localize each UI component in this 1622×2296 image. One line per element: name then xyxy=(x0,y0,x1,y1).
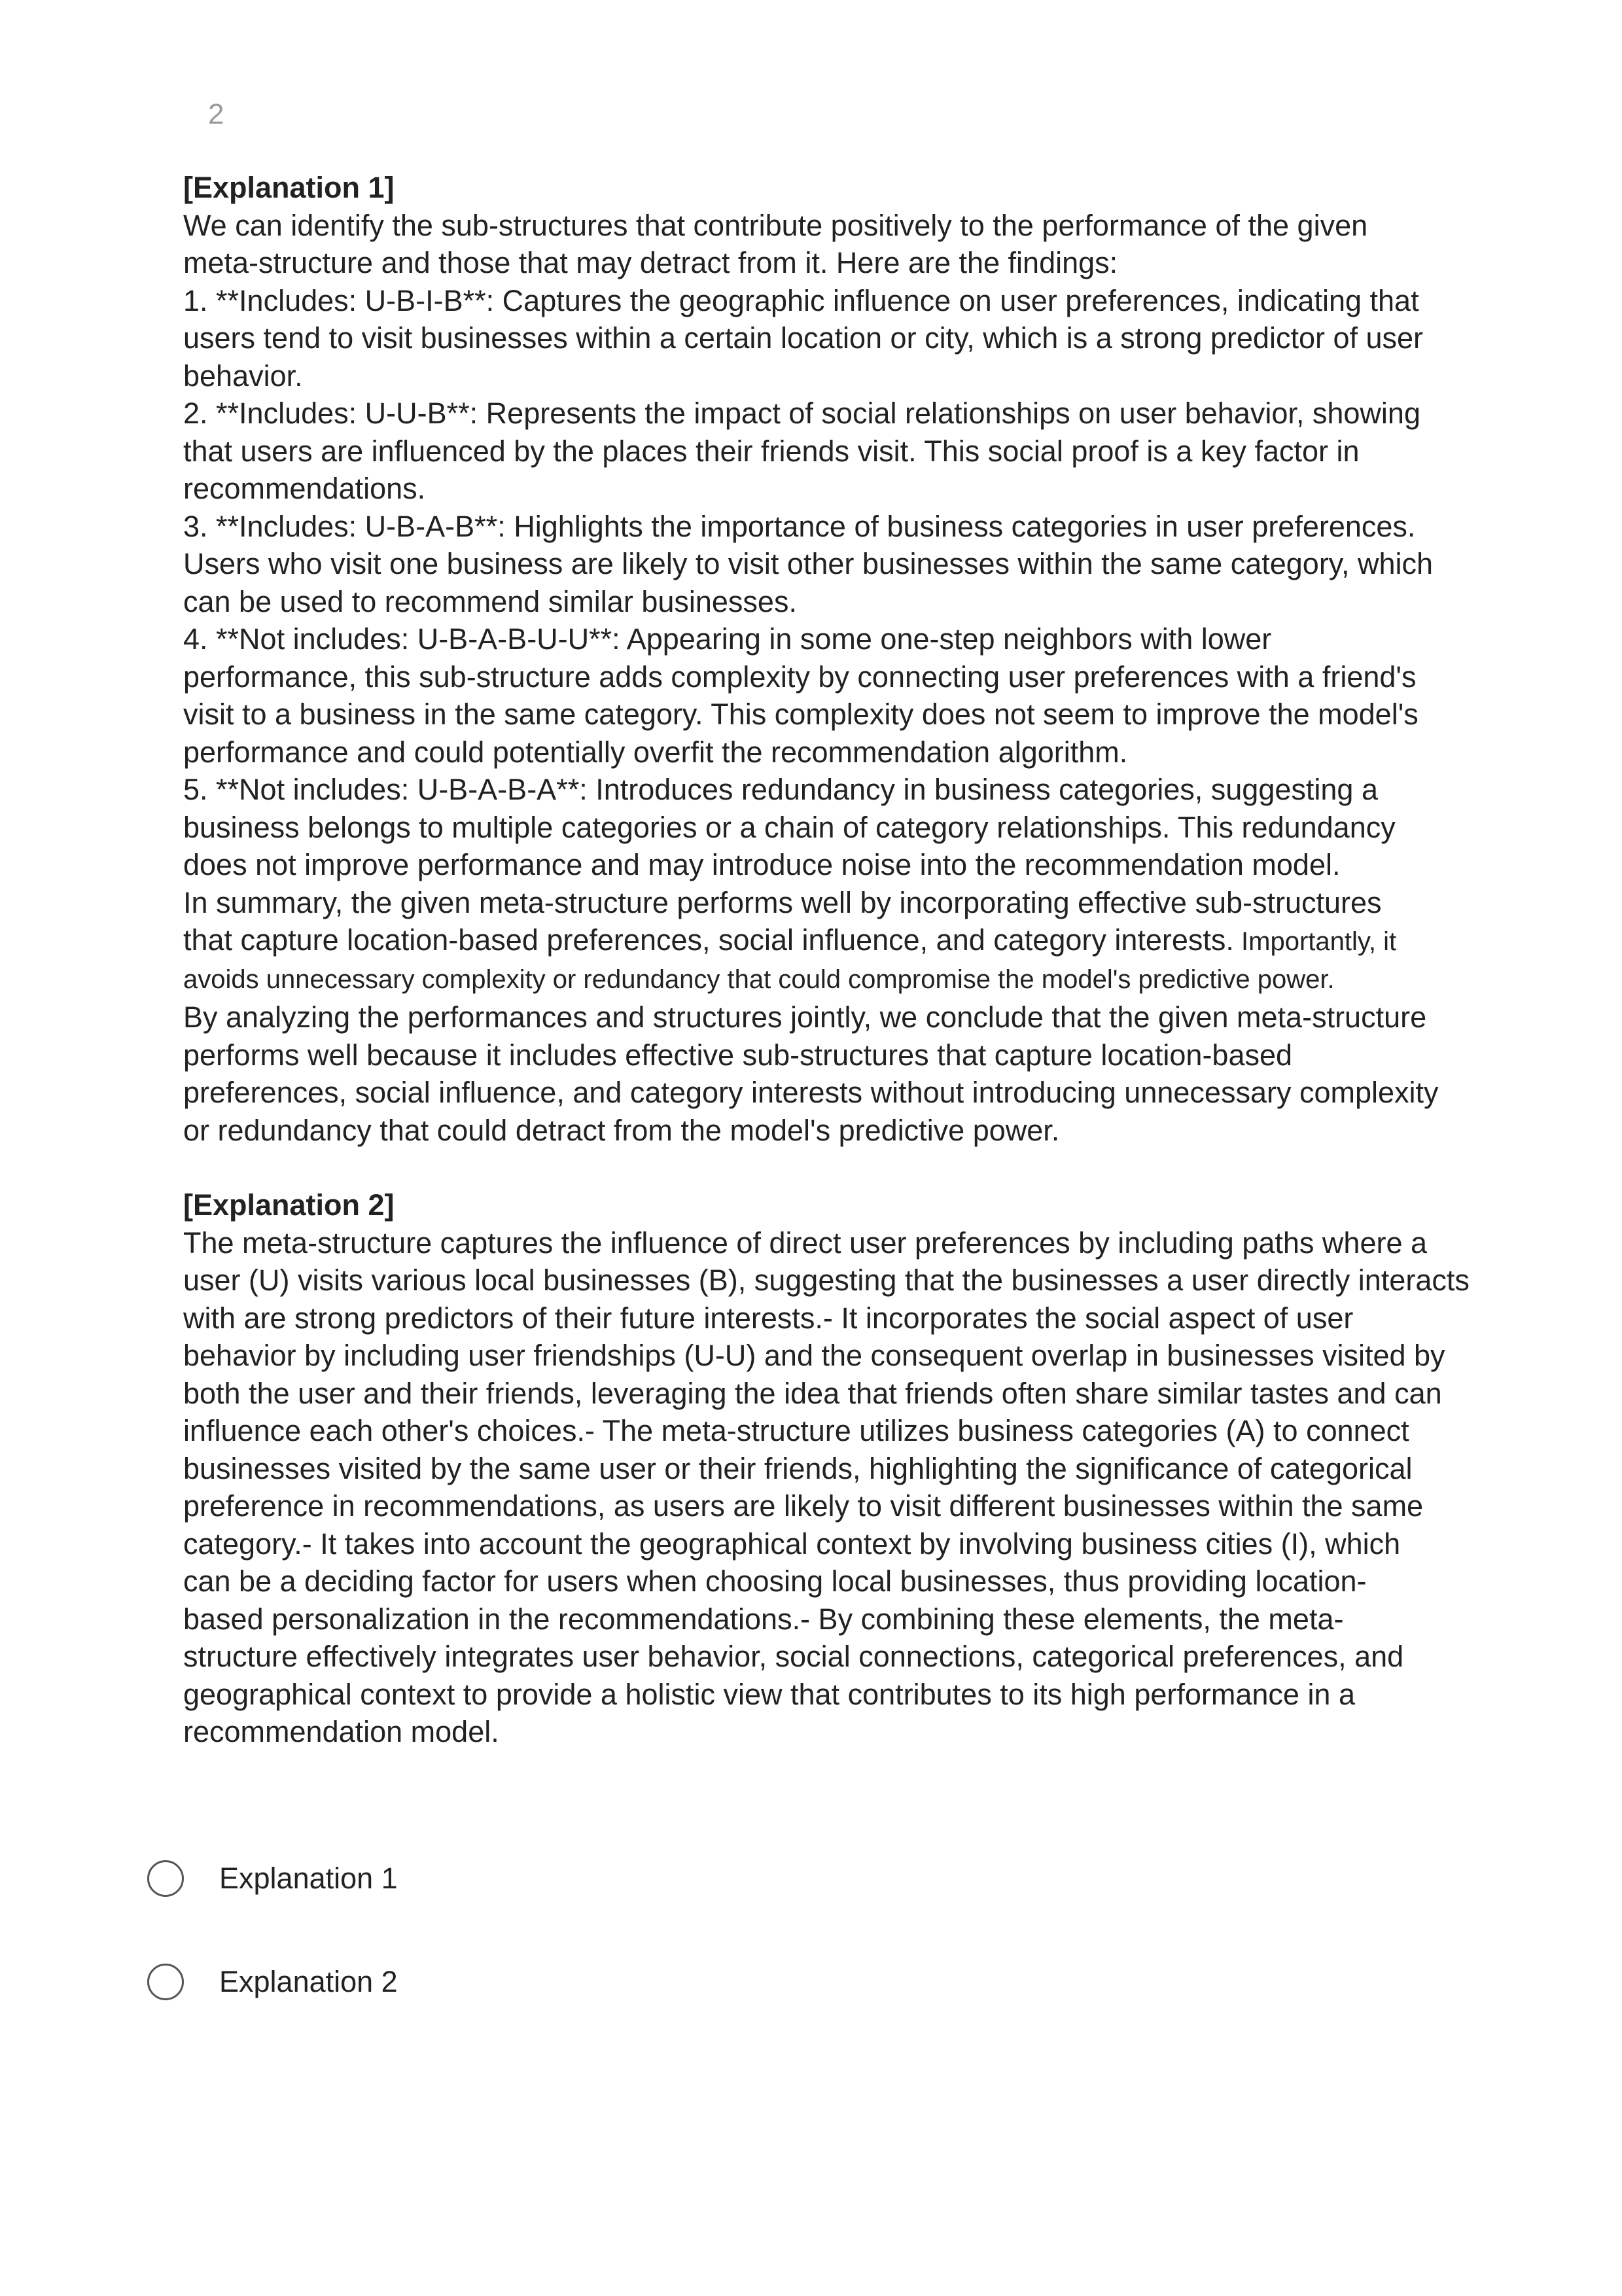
text-line-content: The meta-structure captures the influence of direct user preferences by including paths where a xyxy=(183,1226,1428,1260)
text-line xyxy=(183,998,1456,1036)
text-line xyxy=(183,809,1456,847)
text-line-content: By analyzing the performances and structures jointly, we conclude that the given meta-structure xyxy=(183,1000,1427,1034)
text-line xyxy=(183,1262,1470,1299)
page-number: 2 xyxy=(208,98,224,130)
text-line-content: user (U) visits various local businesses (B), suggesting that the businesses a user directly interacts xyxy=(183,1263,1470,1297)
text-line-content: We can identify the sub-structures that contribute positively to the performance of the given xyxy=(183,208,1368,242)
text-line-content: performance, this sub-structure adds complexity by connecting user preferences with a friend's xyxy=(183,660,1417,694)
text-line-content: geographical context to provide a holistic view that contributes to its high performance in a xyxy=(183,1677,1355,1711)
text-line-content: or redundancy that could detract from the model's predictive power. xyxy=(183,1113,1060,1147)
text-line-content: can be used to recommend similar businesses. xyxy=(183,584,797,618)
text-line-content: visit to a business in the same category. This complexity does not seem to improve the model's xyxy=(183,698,1419,731)
text-line xyxy=(183,1638,1456,1676)
text-line xyxy=(183,921,1456,961)
text-line-content: influence each other's choices.- The meta-structure utilizes business categories (A) to connect xyxy=(183,1414,1409,1447)
text-line xyxy=(183,1600,1456,1638)
text-line xyxy=(183,771,1456,809)
text-line-content: 4. **Not includes: U-B-A-B-U-U**: Appearing in some one-step neighbors with lower xyxy=(183,622,1272,656)
text-line xyxy=(183,620,1456,658)
text-line xyxy=(183,1487,1456,1525)
text-line-content: Users who visit one business are likely to visit other businesses within the same category, which xyxy=(183,547,1434,580)
text-line-content: 3. **Includes: U-B-A-B**: Highlights the importance of business categories in user preferences. xyxy=(183,509,1416,543)
text-line xyxy=(183,733,1456,771)
text-line xyxy=(183,1713,1456,1751)
text-line-content: structure effectively integrates user behavior, social connections, categorical preferences, and xyxy=(183,1640,1404,1673)
text-line-content: businesses visited by the same user or their friends, highlighting the significance of categorical xyxy=(183,1451,1413,1485)
explanation-1-heading: [Explanation 1] xyxy=(183,171,395,204)
text-line-content: can be a deciding factor for users when choosing local businesses, thus providing location- xyxy=(183,1564,1367,1598)
text-line-content: recommendations. xyxy=(183,472,426,505)
text-line xyxy=(183,1337,1456,1375)
option-explanation-1[interactable] xyxy=(147,1858,398,1899)
option-label: Explanation 2 xyxy=(219,1965,398,1998)
text-line-tail: Importantly, it xyxy=(1233,927,1397,956)
text-line-content: In summary, the given meta-structure performs well by incorporating effective sub-structures xyxy=(183,885,1382,919)
text-line xyxy=(183,1450,1456,1488)
text-line-content: does not improve performance and may introduce noise into the recommendation model. xyxy=(183,848,1341,881)
explanation-2-text xyxy=(183,1224,1470,1751)
explanation-1-block xyxy=(183,169,1456,1149)
text-line-content: preference in recommendations, as users are likely to visit different businesses within the same xyxy=(183,1489,1424,1523)
text-line xyxy=(183,1412,1456,1450)
text-line-content: based personalization in the recommendations.- By combining these elements, the meta- xyxy=(183,1602,1344,1636)
text-line-content: that capture location-based preferences, social influence, and category interests. xyxy=(183,923,1234,957)
text-line xyxy=(183,508,1456,546)
text-line xyxy=(183,1224,1456,1262)
text-line-content: recommendation model. xyxy=(183,1715,499,1748)
explanation-2-block xyxy=(183,1186,1470,1751)
text-line-content: 5. **Not includes: U-B-A-B-A**: Introduces redundancy in business categories, suggesting a xyxy=(183,773,1378,806)
option-label: Explanation 1 xyxy=(219,1862,398,1895)
text-line xyxy=(183,884,1456,922)
text-line xyxy=(183,961,1456,999)
text-line-content: meta-structure and those that may detract from it. Here are the findings: xyxy=(183,246,1118,279)
text-line-content: behavior by including user friendships (U-U) and the consequent overlap in businesses visited by xyxy=(183,1339,1445,1372)
explanation-1-text xyxy=(183,207,1456,1150)
text-line-content: that users are influenced by the places their friends visit. This social proof is a key factor in xyxy=(183,434,1360,468)
text-line-content: avoids unnecessary complexity or redundancy that could compromise the model's predictive power. xyxy=(183,964,1335,994)
text-line xyxy=(183,282,1456,320)
text-line-content: 1. **Includes: U-B-I-B**: Captures the geographic influence on user preferences, indicating that xyxy=(183,283,1419,317)
text-line-content: users tend to visit businesses within a certain location or city, which is a strong predictor of user xyxy=(183,321,1424,355)
text-line xyxy=(183,433,1456,470)
text-line xyxy=(183,470,1456,508)
radio-button[interactable] xyxy=(147,1964,184,2000)
text-line xyxy=(183,319,1456,357)
text-line xyxy=(183,1299,1456,1337)
text-line xyxy=(183,357,1456,395)
text-line xyxy=(183,395,1456,433)
text-line xyxy=(183,583,1456,621)
text-line-content: 2. **Includes: U-U-B**: Represents the impact of social relationships on user behavior, showing xyxy=(183,397,1420,430)
text-line xyxy=(183,1074,1456,1112)
explanation-2-heading: [Explanation 2] xyxy=(183,1188,395,1222)
text-line xyxy=(183,1563,1456,1600)
text-line-content: preferences, social influence, and category interests without introducing unnecessary complexity xyxy=(183,1076,1439,1109)
text-line xyxy=(183,1375,1456,1413)
radio-button[interactable] xyxy=(147,1860,184,1897)
option-explanation-2[interactable] xyxy=(147,1962,398,2002)
text-line-content: behavior. xyxy=(183,359,303,393)
text-line-content: both the user and their friends, leveraging the idea that friends often share similar tastes and can xyxy=(183,1376,1442,1410)
text-line xyxy=(183,658,1456,696)
text-line xyxy=(183,244,1456,282)
text-line xyxy=(183,696,1456,733)
text-line-content: with are strong predictors of their future interests.- It incorporates the social aspect of user xyxy=(183,1301,1354,1335)
text-line-content: business belongs to multiple categories or a chain of category relationships. This redundancy xyxy=(183,810,1396,844)
text-line xyxy=(183,207,1456,245)
text-line xyxy=(183,1036,1456,1074)
text-line xyxy=(183,545,1456,583)
document-body xyxy=(183,169,1470,1751)
text-line-content: performs well because it includes effective sub-structures that capture location-based xyxy=(183,1038,1293,1072)
text-line xyxy=(183,846,1456,884)
text-line-content: category.- It takes into account the geographical context by involving business cities (I), which xyxy=(183,1527,1401,1561)
text-line xyxy=(183,1112,1456,1150)
explanation-choice-group xyxy=(147,1858,398,2065)
text-line xyxy=(183,1676,1456,1714)
text-line xyxy=(183,1525,1456,1563)
text-line-content: performance and could potentially overfit the recommendation algorithm. xyxy=(183,735,1128,769)
